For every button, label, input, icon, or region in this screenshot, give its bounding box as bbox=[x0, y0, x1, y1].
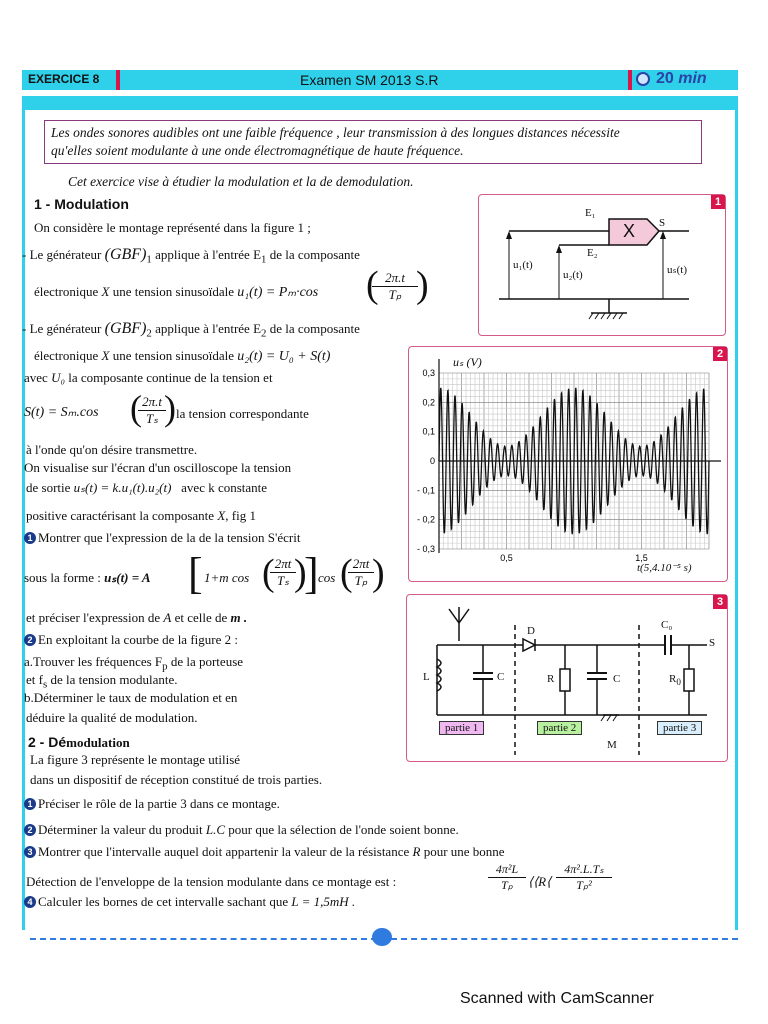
y-tick-label: 0,3 bbox=[422, 368, 435, 378]
y-axis-label: uₛ (V) bbox=[453, 355, 482, 369]
exercise-number: EXERCICE 8 bbox=[28, 72, 100, 86]
resistor-label: R bbox=[547, 673, 555, 685]
y-tick-label: - 0,1 bbox=[416, 485, 435, 496]
voltage-label: uₛ(t) bbox=[667, 264, 687, 276]
text-line: dans un dispositif de réception constitué de trois parties. bbox=[30, 772, 323, 787]
math-sub: 1 bbox=[146, 253, 152, 266]
header-band bbox=[22, 96, 738, 110]
fraction-den: Tₚ bbox=[388, 287, 402, 302]
figure-badge: 1 bbox=[711, 195, 725, 209]
text-fragment: électronique bbox=[34, 348, 102, 363]
text-line: On visualise sur l'écran d'un oscilloscope la tension bbox=[24, 460, 292, 475]
y-tick-label: 0,2 bbox=[422, 397, 435, 408]
text-fragment: Dé bbox=[48, 734, 67, 750]
fraction bbox=[372, 270, 418, 303]
text-fragment: - Le générateur bbox=[22, 247, 105, 262]
bracket-left: ( bbox=[262, 552, 275, 594]
fraction-num: 4π².L.Tₛ bbox=[556, 862, 612, 878]
number-badge-icon: 2 bbox=[24, 634, 36, 646]
number-badge-icon: 1 bbox=[24, 798, 36, 810]
fraction-num: 2πt bbox=[348, 556, 374, 573]
text-fragment: Préciser le rôle de la partie 3 dans ce montage. bbox=[38, 796, 280, 811]
math-inequality: ⟨⟨R⟨ bbox=[528, 874, 552, 889]
y-tick-label: - 0,2 bbox=[416, 514, 435, 525]
capacitor-label: C₀ bbox=[661, 619, 673, 631]
math-m: m . bbox=[230, 610, 248, 625]
voltage-label: u₁(t) bbox=[513, 259, 533, 271]
x-axis-label: t(5,4.10⁻⁵ s) bbox=[637, 562, 692, 574]
text-line: a.Trouver les fréquences $F_p$ de la porteuse bbox=[24, 654, 244, 673]
text-fragment: , fig 1 bbox=[225, 508, 256, 523]
part-3-label: partie 3 bbox=[657, 721, 702, 735]
bracket-right: ) bbox=[294, 552, 307, 594]
output-label: S bbox=[709, 637, 716, 649]
fraction-den: Tₛ bbox=[145, 411, 159, 426]
text-line: à l'onde qu'on désire transmettre. bbox=[26, 442, 198, 457]
fraction-den: Tₚ bbox=[501, 878, 513, 892]
text-fragment: pour que la sélection de l'onde soient bonne. bbox=[225, 822, 459, 837]
text-fragment: Calculer les bornes de cet intervalle sachant que bbox=[38, 894, 292, 909]
question bbox=[24, 822, 459, 838]
text-fragment: Montrer que l'expression de la de la tension S'écrit bbox=[38, 530, 301, 545]
figure-badge: 2 bbox=[713, 347, 727, 361]
text-fragment: Montrer que l'intervalle auquel doit appartenir la valeur de la résistance bbox=[38, 844, 413, 859]
text-line bbox=[34, 284, 318, 301]
exercise-header bbox=[22, 70, 738, 90]
math-gbf: (GBF) bbox=[104, 246, 147, 263]
part-2-label: partie 2 bbox=[537, 721, 582, 735]
ground-label: M bbox=[607, 739, 617, 751]
part-1-label: partie 1 bbox=[439, 721, 484, 735]
text-fragment: de la tension modulante. bbox=[47, 672, 178, 687]
text-fragment: et f bbox=[26, 672, 43, 687]
text-fragment: sous la forme : bbox=[24, 570, 105, 585]
text-line bbox=[26, 508, 256, 524]
clock-icon bbox=[636, 72, 650, 86]
fraction-den: Tₚ bbox=[354, 573, 368, 588]
math-r: R bbox=[412, 844, 421, 859]
math-u2: u₂(t) = U₀ + S(t) bbox=[237, 349, 331, 364]
bracket-right: ] bbox=[304, 549, 319, 598]
scanner-watermark: Scanned with CamScanner bbox=[460, 990, 654, 1007]
x-tick-label: 1,5 bbox=[635, 553, 648, 563]
text-fragment: En exploitant la courbe de la figure 2 : bbox=[38, 632, 238, 647]
math-u1: u₁(t) = Pₘ·cos bbox=[237, 285, 319, 300]
question bbox=[24, 796, 280, 812]
text-line: et $f_s$ de la tension modulante. bbox=[26, 672, 178, 691]
capacitor-label: C bbox=[497, 671, 505, 683]
text-fragment: a.Trouver les fréquences F bbox=[24, 654, 163, 669]
text-fragment: avec bbox=[24, 370, 52, 385]
intro-line: Les ondes sonores audibles ont une faible fréquence , leur transmission à des longues distances nécessite bbox=[51, 125, 620, 140]
fraction-num: 2π.t bbox=[372, 270, 418, 287]
intro-box bbox=[44, 120, 702, 164]
math-x: X bbox=[217, 508, 226, 523]
input-label: E₂ bbox=[587, 247, 598, 259]
header-accent-bar bbox=[628, 70, 632, 90]
fraction-num: 2π.t bbox=[138, 394, 166, 411]
bracket-left: ( bbox=[366, 264, 379, 306]
diode-label: D bbox=[527, 625, 535, 637]
input-label: E₁ bbox=[585, 207, 596, 219]
number-badge-icon: 3 bbox=[24, 846, 36, 858]
figure-3 bbox=[406, 594, 728, 762]
fraction-den: Tₛ bbox=[276, 573, 290, 588]
y-tick-label: - 0,3 bbox=[416, 544, 435, 554]
math-x: X bbox=[101, 348, 110, 363]
fraction bbox=[556, 862, 612, 893]
intro-line: qu'elles soient modulante à une onde électromagnétique de haute fréquence. bbox=[51, 143, 464, 158]
text-line: déduire la qualité de modulation. bbox=[26, 710, 198, 725]
fraction-num: 2πt bbox=[270, 556, 296, 573]
resistor-sub: 0 bbox=[676, 677, 681, 688]
text-fragment: positive caractérisant la composante bbox=[26, 508, 218, 523]
math-value: L = 1,5mH . bbox=[291, 894, 356, 909]
exam-title: Examen SM 2013 S.R bbox=[300, 72, 439, 88]
number-badge-icon: 1 bbox=[24, 532, 36, 544]
text-fragment: 2 - bbox=[28, 734, 49, 750]
bracket-left: ( bbox=[130, 388, 142, 428]
text-line bbox=[24, 570, 151, 586]
math-u0: U₀ bbox=[51, 370, 65, 385]
page-frame bbox=[735, 110, 738, 930]
output-label: S bbox=[659, 217, 666, 229]
time-value: 20 bbox=[656, 70, 674, 87]
y-tick-label: 0,1 bbox=[422, 426, 435, 437]
fraction bbox=[270, 556, 296, 589]
text-fragment: de sortie bbox=[26, 480, 74, 495]
resistor-letter: R bbox=[669, 673, 677, 685]
text-fragment: et préciser l'expression de bbox=[26, 610, 164, 625]
header-accent-bar bbox=[116, 70, 120, 90]
multiplier-label: X bbox=[623, 221, 636, 241]
fraction bbox=[488, 862, 526, 893]
text-fragment: de la composante bbox=[266, 247, 360, 262]
text-line bbox=[34, 348, 330, 365]
figure-1 bbox=[478, 194, 726, 336]
bracket-right: ) bbox=[164, 388, 176, 428]
number-badge-icon: 2 bbox=[24, 824, 36, 836]
text-fragment: une tension sinusoïdale bbox=[109, 348, 238, 363]
text-line bbox=[26, 480, 267, 496]
resistor-label bbox=[669, 673, 681, 687]
text-line bbox=[24, 370, 273, 386]
text-fragment: applique à l'entrée E bbox=[151, 321, 262, 336]
time-limit bbox=[656, 70, 707, 88]
text-fragment: Déterminer la valeur du produit bbox=[38, 822, 206, 837]
text-fragment: avec k constante bbox=[181, 480, 268, 495]
section-title bbox=[28, 734, 130, 751]
text-line: On considère le montage représenté dans la figure 1 ; bbox=[34, 220, 311, 235]
y-tick-label: 0 bbox=[429, 456, 435, 466]
math-x: X bbox=[101, 284, 110, 299]
text-fragment: pour une bonne bbox=[420, 844, 505, 859]
text-fragment: - Le générateur bbox=[22, 321, 105, 336]
math-gbf: (GBF) bbox=[104, 320, 147, 337]
math-us: uₛ(t) = k.u₁(t).u₂(t) bbox=[73, 480, 172, 495]
figure-2 bbox=[408, 346, 728, 582]
voltage-label: u₂(t) bbox=[563, 269, 583, 281]
text-line: Détection de l'enveloppe de la tension modulante dans ce montage est : bbox=[26, 874, 397, 889]
oscilloscope-chart bbox=[409, 347, 727, 581]
text-fragment: et celle de bbox=[171, 610, 231, 625]
math-formula: 1+m cos bbox=[204, 570, 250, 585]
question bbox=[24, 632, 238, 648]
question bbox=[24, 530, 300, 546]
text-fragment: applique à l'entrée E bbox=[151, 247, 262, 262]
footer-ornament-icon bbox=[372, 928, 392, 946]
number-badge-icon: 4 bbox=[24, 896, 36, 908]
text-fragment: électronique bbox=[34, 284, 102, 299]
question bbox=[24, 844, 505, 860]
text-line: la tension correspondante bbox=[176, 406, 309, 421]
bracket-left: ( bbox=[340, 552, 353, 594]
fraction bbox=[348, 556, 374, 589]
text-line: - Le générateur $(GBF)_1$ applique à l'entrée $E_1$ de la composante bbox=[22, 246, 360, 266]
figure-badge: 3 bbox=[713, 595, 727, 609]
text-fragment: de la porteuse bbox=[167, 654, 244, 669]
fraction-den: Tₚ² bbox=[576, 878, 592, 892]
fraction bbox=[138, 394, 166, 427]
text-line bbox=[26, 610, 247, 626]
text-fragment: la composante continue de la tension et bbox=[64, 370, 273, 385]
fraction-num: 4π²L bbox=[488, 862, 526, 878]
text-fragment: modulation bbox=[66, 735, 130, 750]
bracket-left: [ bbox=[188, 549, 203, 598]
text-fragment: une tension sinusoïdale bbox=[109, 284, 238, 299]
bracket-right: ) bbox=[416, 264, 429, 306]
text-fragment: de la composante bbox=[266, 321, 360, 336]
time-unit: min bbox=[678, 70, 707, 87]
text-line: - Le générateur $(GBF)_2$ applique à l'entrée $E_2$ de la composante bbox=[22, 320, 360, 340]
bracket-right: ) bbox=[372, 552, 385, 594]
question bbox=[24, 894, 355, 910]
math-st: S(t) = Sₘ.cos bbox=[24, 405, 99, 420]
text-line: La figure 3 représente le montage utilisé bbox=[30, 752, 241, 767]
math-formula: uₛ(t) = A bbox=[104, 570, 151, 585]
section-title: 1 - Modulation bbox=[34, 196, 129, 212]
capacitor-label: C bbox=[613, 673, 621, 685]
text-line: b.Déterminer le taux de modulation et en bbox=[24, 690, 238, 705]
x-tick-label: 0,5 bbox=[500, 553, 513, 563]
coil-label: L bbox=[423, 671, 430, 683]
math-formula: cos bbox=[318, 570, 336, 585]
aim-text: Cet exercice vise à étudier la modulation et la de demodulation. bbox=[68, 174, 414, 189]
math-lc: L.C bbox=[205, 822, 226, 837]
math-a: A bbox=[163, 610, 172, 625]
